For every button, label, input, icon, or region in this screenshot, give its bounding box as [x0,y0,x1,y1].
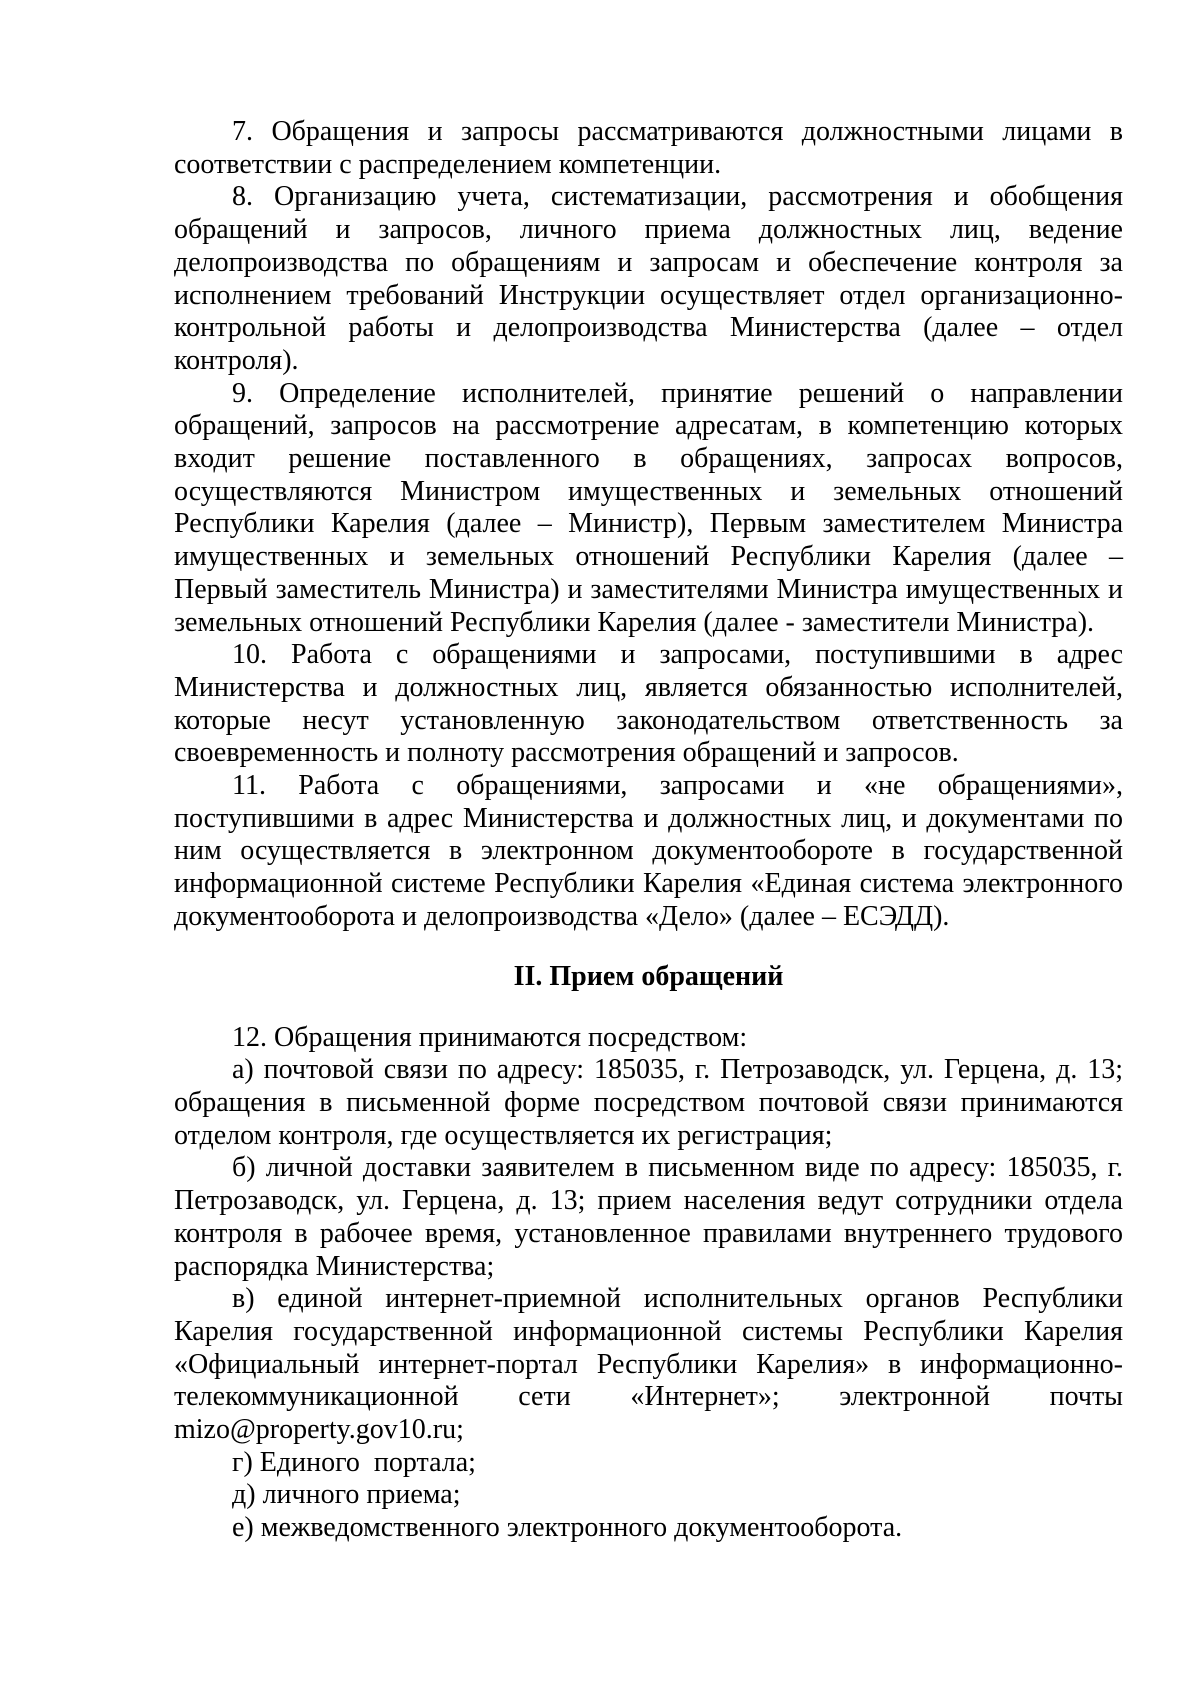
paragraph-7: 7. Обращения и запросы рассматриваются должностными лицами в соответствии с распределением компетенции. [174,116,1123,180]
section-heading: II. Прием обращений [513,960,784,992]
list-item-e: е) межведомственного электронного документооборота. [232,1512,903,1544]
paragraph-11: 11. Работа с обращениями, запросами и «не обращениями», поступившими в адрес Министерства и должностных лиц, и документами по ним осуществляется в электронном документообороте в государственной информационной системе Республики Карелия «Единая система электронного документооборота и делопроизводства «Дело» (далее – ЕСЭДД). [174,770,1123,932]
list-item-a: а) почтовой связи по адресу: 185035, г. Петрозаводск, ул. Герцена, д. 13; обращения в письменной форме посредством почтовой связи принимаются отделом контроля, где осуществляется их регистрация; [174,1054,1123,1151]
list-item-b: б) личной доставки заявителем в письменном виде по адресу: 185035, г. Петрозаводск, ул. Герцена, д. 13; прием населения ведут сотрудники отдела контроля в рабочее время, установленное правилами внутреннего трудового распорядка Министерства; [174,1152,1123,1282]
list-item-g: г) Единого портала; [232,1446,476,1478]
paragraph-10: 10. Работа с обращениями и запросами, поступившими в адрес Министерства и должностных лиц, является обязанностью исполнителей, которые несут установленную законодательством ответственность за своевременность и полноту рассмотрения обращений и запросов. [174,639,1123,769]
paragraph-8: 8. Организацию учета, систематизации, рассмотрения и обобщения обращений и запросов, личного приема должностных лиц, ведение делопроизводства по обращениям и запросам и обеспечение контроля за исполнением требований Инструкции осуществляет отдел организационно-контрольной работы и делопроизводства Министерства (далее – отдел контроля). [174,181,1123,376]
document-body [174,116,1123,1545]
list-item-d: д) личного приема; [232,1479,461,1511]
paragraph-9: 9. Определение исполнителей, принятие решений о направлении обращений, запросов на рассмотрение адресатам, в компетенцию которых входит решение поставленного в обращениях, запросах вопросов, осуществляются Министром имущественных и земельных отношений Республики Карелия (далее – Министр), Первым заместителем Министра имущественных и земельных отношений Республики Карелия (далее – Первый заместитель Министра) и заместителями Министра имущественных и земельных отношений Республики Карелия (далее - заместители Министра). [174,377,1123,638]
list-item-v: в) единой интернет-приемной исполнительных органов Республики Карелия государственной информационной системы Республики Карелия «Официальный интернет-портал Республики Карелия» в информационно-телекоммуникационной сети «Интернет»; электронной почты [174,1283,1123,1413]
paragraph-12: 12. Обращения принимаются посредством: [232,1021,748,1053]
email-address: mizo@property.gov10.ru; [174,1414,464,1446]
